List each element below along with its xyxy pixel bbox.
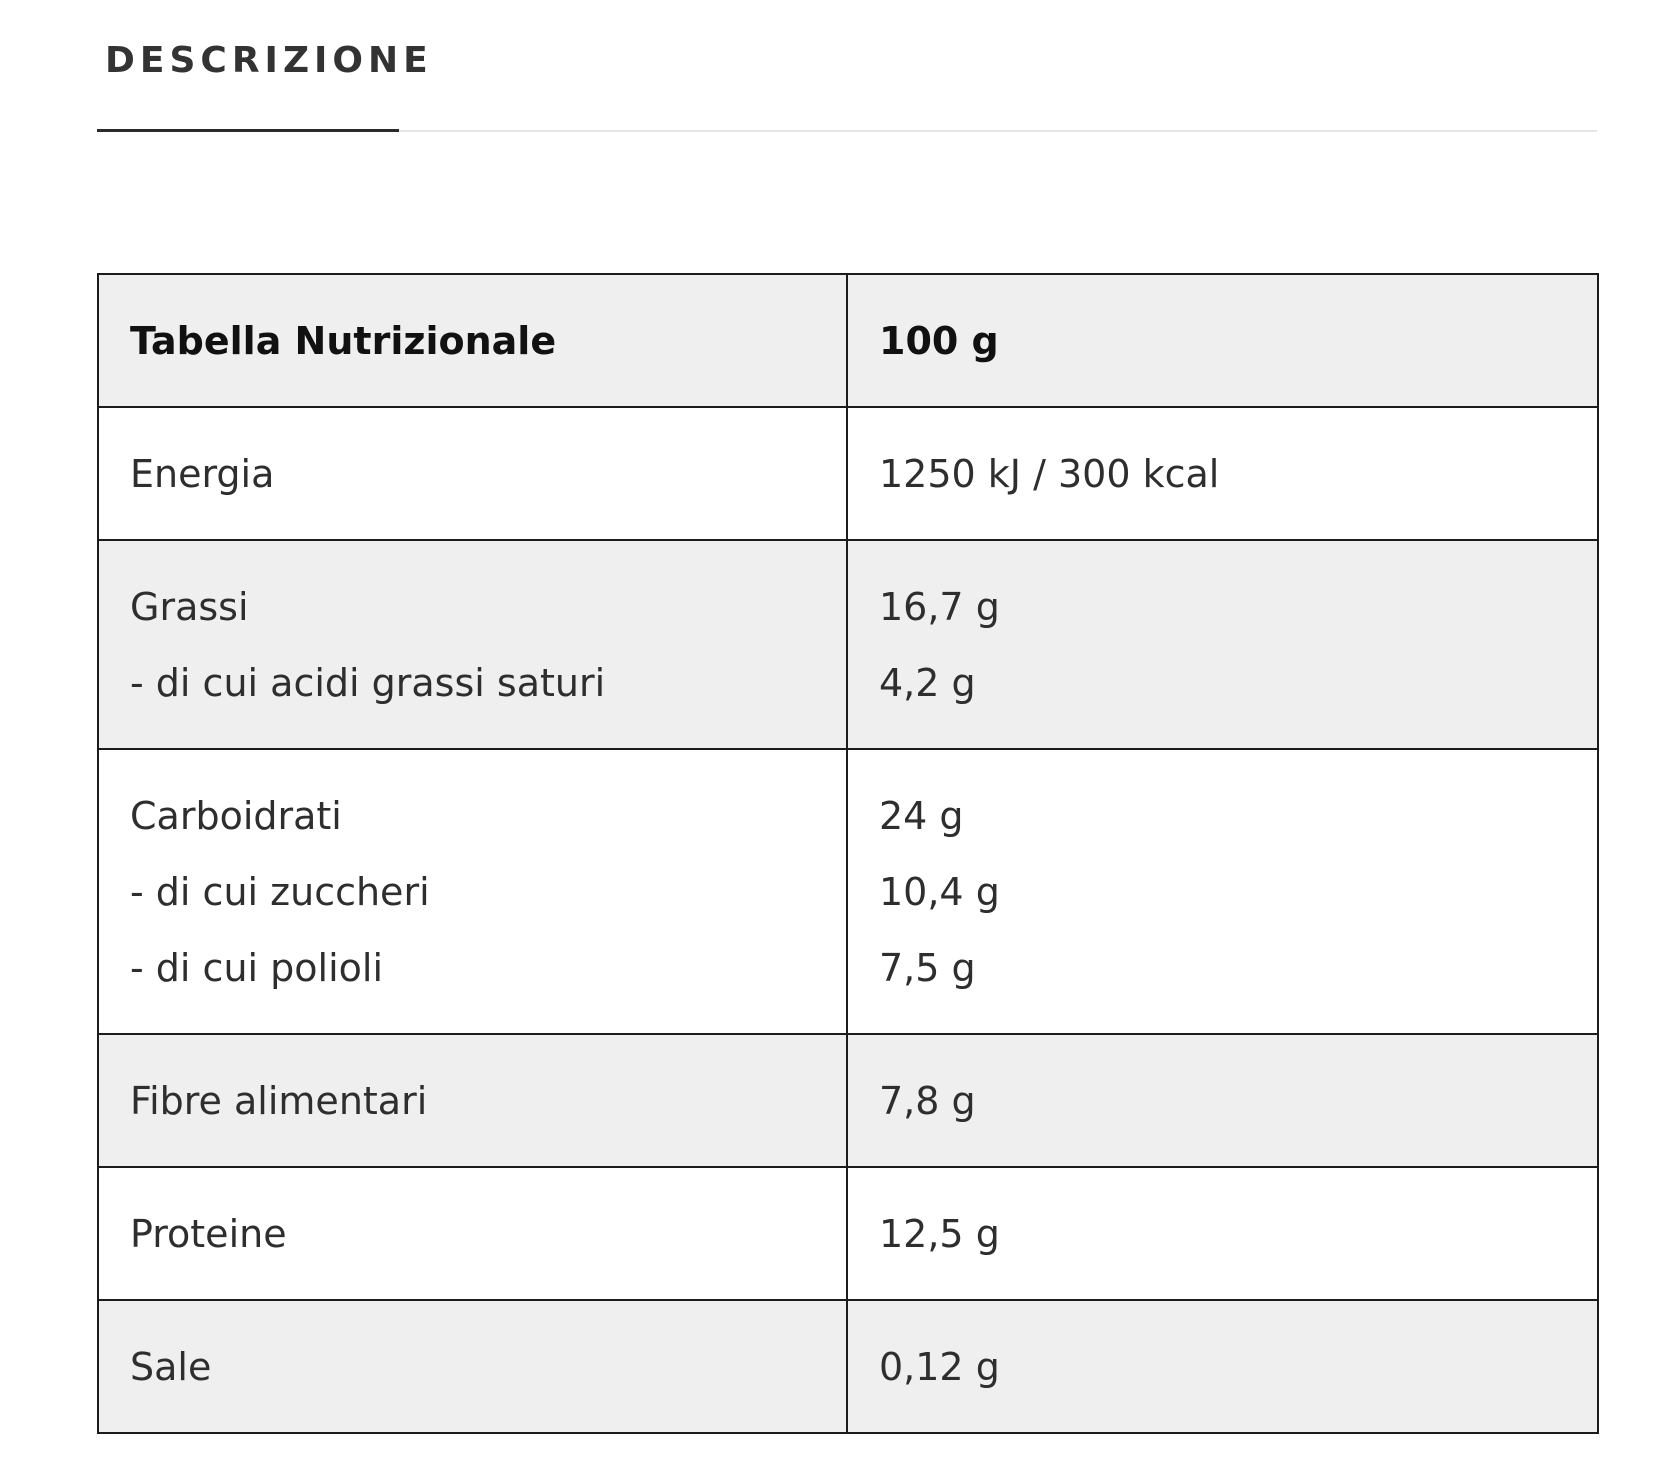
table-row-energia: [98, 407, 1598, 540]
nutrient-value-cell: [847, 1300, 1598, 1433]
nutrient-label-cell: [98, 1167, 847, 1300]
tab-descrizione[interactable]: [97, 0, 433, 132]
nutrient-value: 1250 kJ / 300 kcal: [879, 451, 1220, 496]
nutrient-label-cell: [98, 749, 847, 1034]
nutrient-sublabel: - di cui polioli: [130, 945, 384, 990]
nutrient-value-cell: [847, 1167, 1598, 1300]
header-label: Tabella Nutrizionale: [130, 318, 557, 363]
active-tab-indicator: [97, 129, 399, 132]
nutrient-label: Energia: [130, 451, 275, 496]
nutrient-value-cell: [847, 749, 1598, 1034]
nutrient-label-cell: [98, 407, 847, 540]
nutrient-value: 0,12 g: [879, 1344, 1000, 1389]
nutrient-subvalue: 10,4 g: [879, 869, 1000, 914]
nutrient-sublabel: - di cui zuccheri: [130, 869, 430, 914]
nutrient-label-cell: [98, 540, 847, 749]
nutrient-sublabel: - di cui acidi grassi saturi: [130, 660, 606, 705]
nutrient-value: 16,7 g: [879, 584, 1000, 629]
nutrient-label: Sale: [130, 1344, 212, 1389]
nutrient-subvalue: 4,2 g: [879, 660, 976, 705]
nutrient-value-cell: [847, 1034, 1598, 1167]
nutrient-label-cell: [98, 1034, 847, 1167]
nutrition-table: [97, 273, 1599, 1434]
nutrient-label: Proteine: [130, 1211, 287, 1256]
nutrient-label: Fibre alimentari: [130, 1078, 428, 1123]
header-label-cell: [98, 274, 847, 407]
tab-label: DESCRIZIONE: [105, 40, 433, 81]
nutrient-value-cell: [847, 540, 1598, 749]
tab-bar: [97, 0, 1597, 132]
table-header-row: [98, 274, 1598, 407]
nutrient-label-cell: [98, 1300, 847, 1433]
nutrient-value: 12,5 g: [879, 1211, 1000, 1256]
nutrient-label: Grassi: [130, 584, 249, 629]
nutrient-label: Carboidrati: [130, 793, 342, 838]
nutrient-subvalue: 7,5 g: [879, 945, 976, 990]
nutrient-value: 7,8 g: [879, 1078, 976, 1123]
table-row-carboidrati: [98, 749, 1598, 1034]
nutrient-value-cell: [847, 407, 1598, 540]
table-row-proteine: [98, 1167, 1598, 1300]
table-row-sale: [98, 1300, 1598, 1433]
header-value: 100 g: [879, 318, 999, 363]
header-value-cell: [847, 274, 1598, 407]
nutrient-value: 24 g: [879, 793, 964, 838]
table-row-grassi: [98, 540, 1598, 749]
table-row-fibre: [98, 1034, 1598, 1167]
